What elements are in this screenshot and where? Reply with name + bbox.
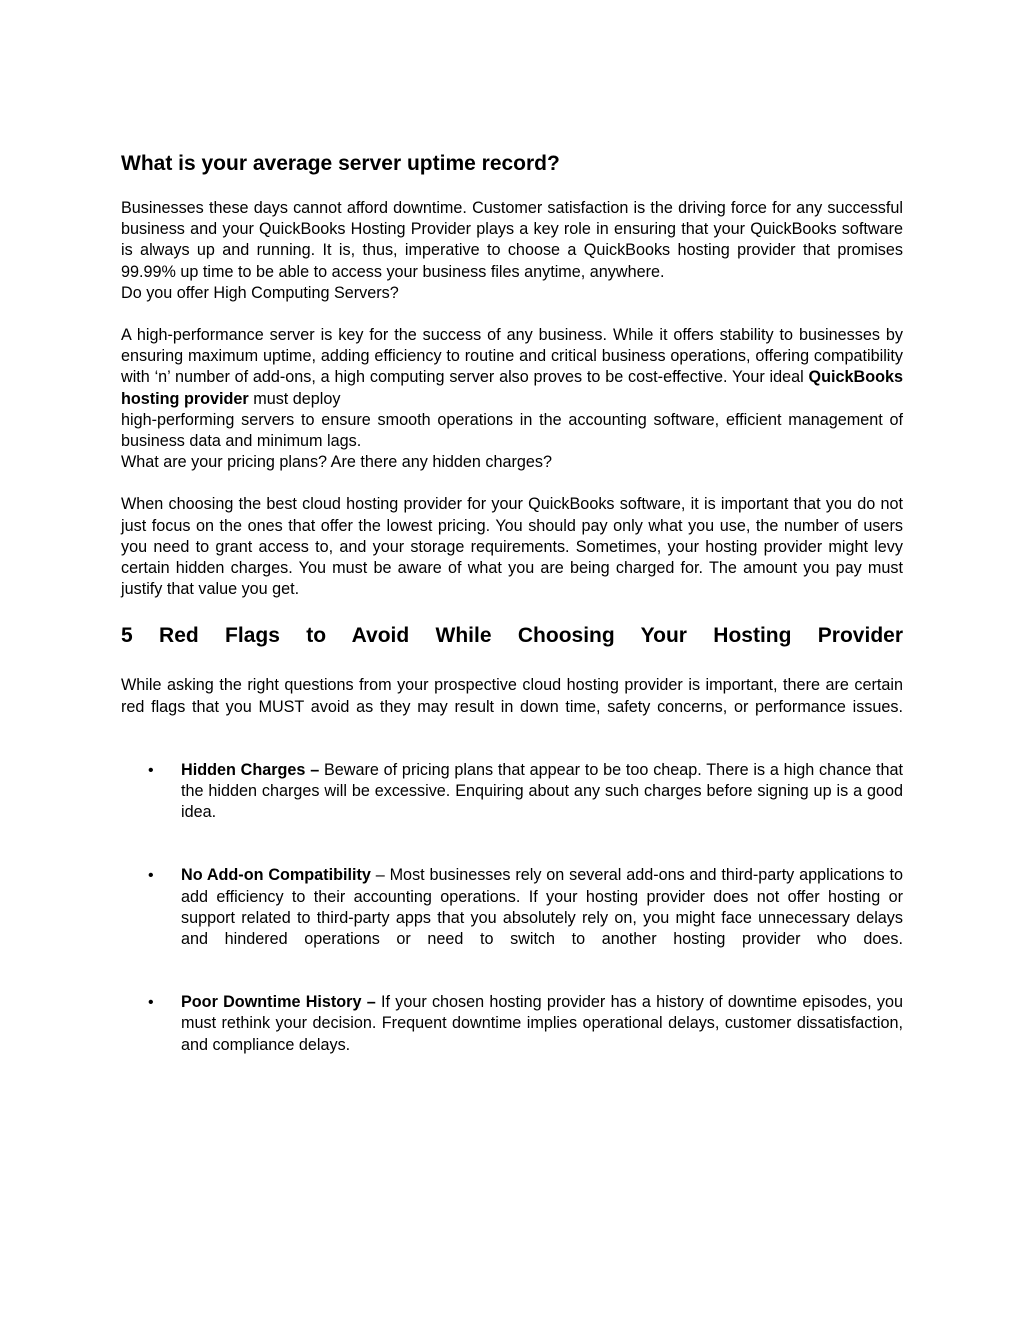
pricing-paragraph: When choosing the best cloud hosting provider for your QuickBooks software, it is important that you do not just focus on the ones that offer the lowest pricing. You should pay only what you use, the number of users you need to grant access to, and your storage requirements. Sometimes, your hosting provider might levy certain hidden charges. You must be aware of what you are being charged for. The amount you pay must justify that value you get. <box>121 495 903 599</box>
quickbooks-hosting-provider-bold: QuickBooks hosting provider <box>121 368 903 408</box>
red-flags-heading: 5 Red Flags to Avoid While Choosing Your Hosting Provider <box>121 624 903 648</box>
document-page <box>121 150 903 1098</box>
list-item-title: Hidden Charges – <box>181 760 320 779</box>
list-item-add-on-compatibility <box>121 865 903 950</box>
high-performance-text: A high-performance server is key for the success of any business. While it offers stability to businesses by ensuring maximum uptime, adding efficiency to routine and critical business operations, offering compatibility with ‘n’ number of add-ons, a high computing server also proves to be cost-effective. Your ideal <box>121 326 903 387</box>
list-item-title: Poor Downtime History – <box>181 993 376 1012</box>
list-item-hidden-charges <box>121 760 903 824</box>
list-item-downtime-history <box>121 992 903 1056</box>
high-performance-paragraph-continued: high-performing servers to ensure smooth operations in the accounting software, efficient management of business data and minimum lags. <box>121 410 903 451</box>
must-deploy-text: must deploy <box>248 389 341 408</box>
bullet-icon: • <box>148 867 154 885</box>
list-item-title: No Add-on Compatibility <box>181 866 371 885</box>
bullet-icon: • <box>148 994 154 1012</box>
uptime-question-heading: What is your average server uptime record? <box>121 152 560 175</box>
spacer <box>121 304 903 325</box>
spacer <box>121 473 903 494</box>
uptime-paragraph: Businesses these days cannot afford downtime. Customer satisfaction is the driving force for any successful business and your QuickBooks Hosting Provider plays a key role in ensuring that your QuickBooks software is always up and running. It is, thus, imperative to choose a QuickBooks hosting provider that promises 99.99% up time to be able to access your business files anytime, anywhere. <box>121 199 903 281</box>
high-performance-paragraph <box>121 325 903 410</box>
bullet-icon: • <box>148 761 154 779</box>
list-item-text: If your chosen hosting provider has a history of downtime episodes, you must rethink your decision. Frequent downtime implies operational delays, customer dissatisfaction, and compliance delays. <box>181 993 903 1054</box>
red-flags-list <box>121 760 903 1056</box>
computing-servers-question: Do you offer High Computing Servers? <box>121 283 399 302</box>
list-item-text: Beware of pricing plans that appear to be too cheap. There is a high chance that the hidden charges will be excessive. Enquiring about any such charges before signing up is a good idea. <box>181 760 903 822</box>
list-item-text: – Most businesses rely on several add-ons and third-party applications to add efficiency to their accounting operations. If your hosting provider does not offer hosting or support related to third-party apps that you absolutely rely on, you might face unnecessary delays and hindered operations or need to switch to another hosting provider who does. <box>181 866 903 949</box>
red-flags-intro: While asking the right questions from your prospective cloud hosting provider is important, there are certain red flags that you MUST avoid as they may result in down time, safety concerns, or performance issues. <box>121 676 903 716</box>
pricing-question: What are your pricing plans? Are there any hidden charges? <box>121 453 553 472</box>
